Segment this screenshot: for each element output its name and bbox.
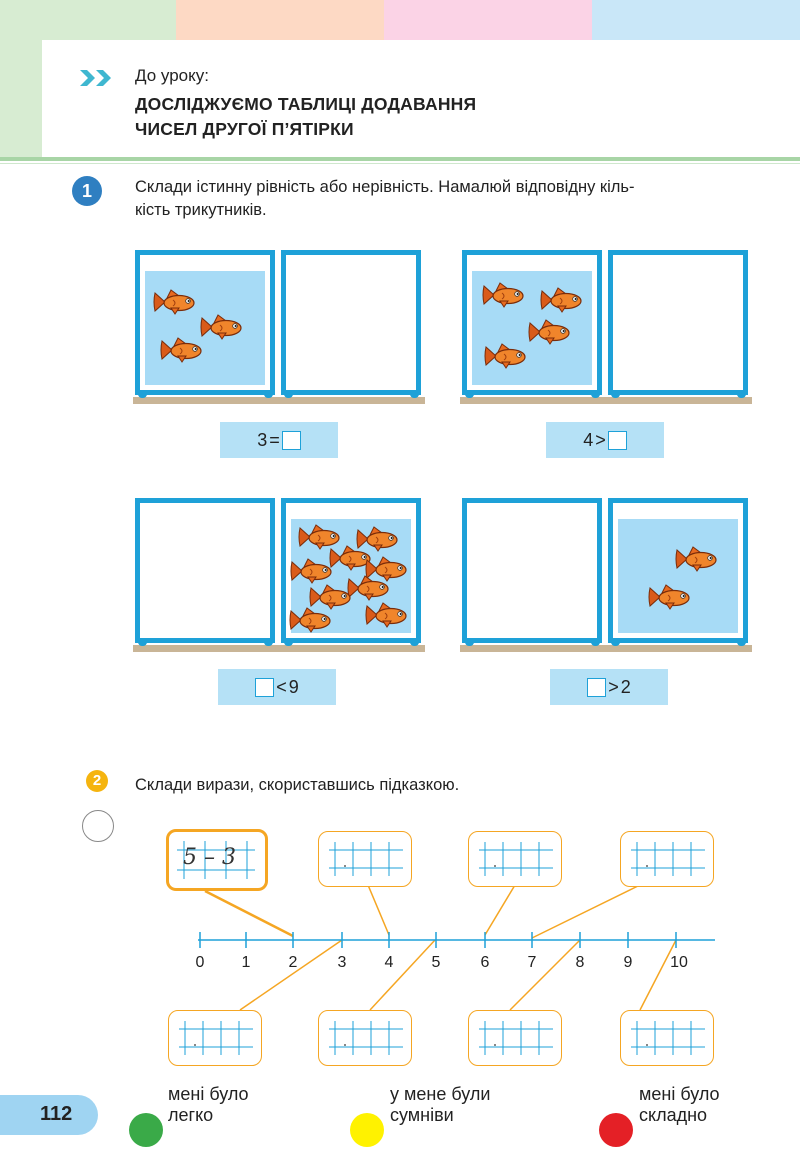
- writing-grid: [469, 1011, 563, 1067]
- tick-label: 3: [337, 954, 347, 971]
- lesson-title-line2: ЧИСЕЛ ДРУГОЇ П’ЯТІРКИ: [135, 119, 354, 139]
- answer-grid-bubble[interactable]: [620, 831, 714, 887]
- answer-grid-bubble[interactable]: [318, 1010, 412, 1066]
- writing-grid: [319, 1011, 413, 1067]
- page-number: 112: [40, 1103, 73, 1125]
- sample-bubble: [166, 829, 268, 891]
- hard-dot[interactable]: [599, 1113, 633, 1147]
- tick-label: 2: [288, 954, 298, 971]
- easy-label-line1: мені було: [168, 1084, 249, 1104]
- eq-sign: >: [608, 676, 619, 697]
- doubt-label: [390, 1084, 490, 1126]
- eq-right: 2: [620, 676, 631, 697]
- writing-grid: [469, 832, 563, 888]
- task-number-badge: 1: [72, 176, 102, 206]
- tick-label: 10: [670, 954, 688, 971]
- tick-label: 8: [575, 954, 585, 971]
- writing-grid: [319, 832, 413, 888]
- tick-label: 1: [241, 954, 251, 971]
- tick-label: 7: [527, 954, 537, 971]
- answer-grid-bubble[interactable]: [168, 1010, 262, 1066]
- hard-label: [639, 1084, 720, 1126]
- task1-text-line1: Склади істинну рівність або нерівність. Намалюй відповідну кіль-: [135, 178, 635, 196]
- lesson-label: До уроку:: [135, 66, 209, 85]
- writing-grid: [169, 1011, 263, 1067]
- answer-grid-bubble[interactable]: [468, 1010, 562, 1066]
- easy-dot[interactable]: [129, 1113, 163, 1147]
- tick-label: 4: [384, 954, 394, 971]
- task1-text-line2: кість трикутників.: [135, 201, 267, 219]
- eq-left: 3: [257, 429, 268, 450]
- doubt-dot[interactable]: [350, 1113, 384, 1147]
- task2-text: Склади вирази, скориставшись підказкою.: [135, 776, 460, 794]
- writing-grid: [621, 832, 715, 888]
- doubt-label-line1: у мене були: [390, 1084, 491, 1104]
- eq-left: 4: [583, 429, 594, 450]
- easy-label-line2: легко: [168, 1105, 214, 1125]
- doubt-label-line2: сумніви: [390, 1105, 454, 1125]
- sample-expression: 5 – 3: [183, 845, 236, 870]
- task-number-badge: 2: [86, 770, 108, 792]
- eq-sign: >: [595, 429, 606, 450]
- hard-label-line1: мені було: [639, 1084, 720, 1104]
- eq-right: 9: [288, 676, 299, 697]
- answer-grid-bubble[interactable]: [468, 831, 562, 887]
- hard-label-line2: складно: [639, 1105, 708, 1125]
- tick-label: 6: [480, 954, 490, 971]
- tick-label: 0: [195, 954, 205, 971]
- writing-grid: [621, 1011, 715, 1067]
- eq-sign: =: [269, 429, 280, 450]
- tick-label: 5: [431, 954, 441, 971]
- lesson-title-line1: ДОСЛІДЖУЄМО ТАБЛИЦІ ДОДАВАННЯ: [135, 94, 477, 114]
- tick-label: 9: [623, 954, 633, 971]
- answer-grid-bubble[interactable]: [620, 1010, 714, 1066]
- easy-label: [168, 1084, 249, 1126]
- answer-grid-bubble[interactable]: [318, 831, 412, 887]
- eq-sign: <: [276, 676, 287, 697]
